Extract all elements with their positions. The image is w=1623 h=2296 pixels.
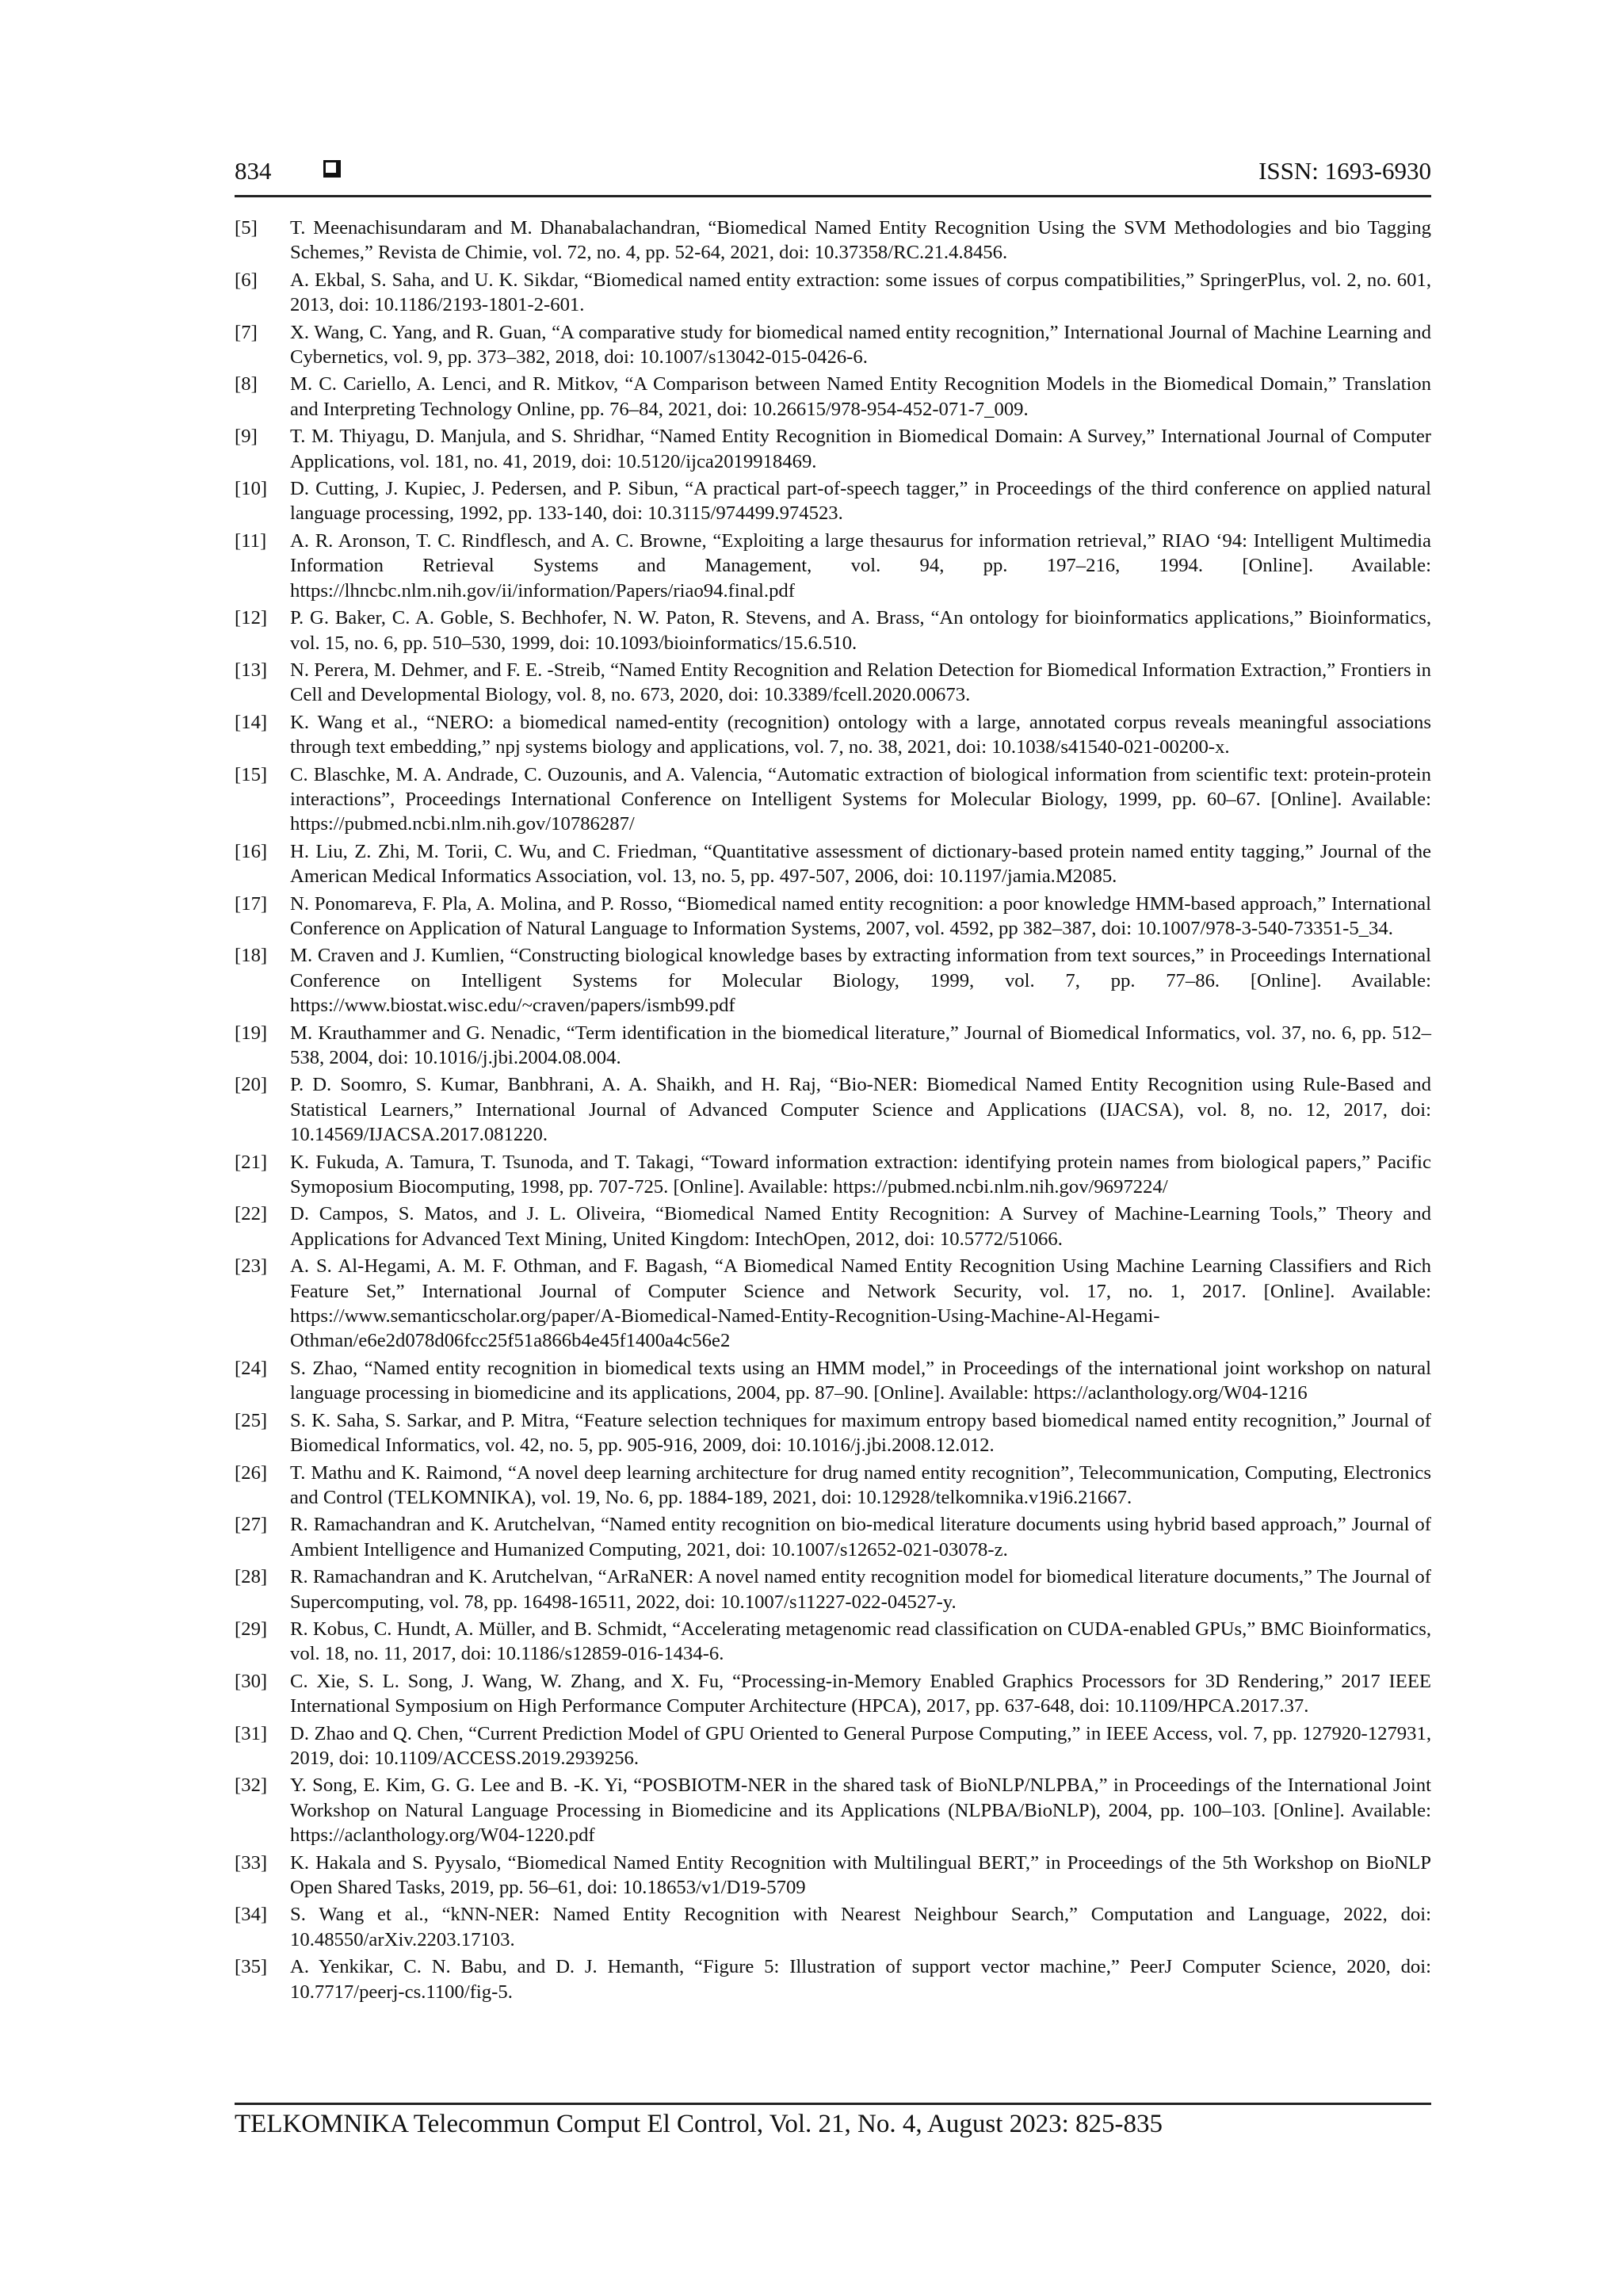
reference-text: D. Cutting, J. Kupiec, J. Pedersen, and P. Sibun, “A practical part-of-speech tagger,” in Proceedings of the third conference on applied natural language processing, 1992, pp. 133-140, doi: 10.3115/974499.974523. (290, 478, 1431, 525)
reference-number: [32] (235, 1775, 268, 1797)
reference-text: N. Perera, M. Dehmer, and F. E. -Streib, “Named Entity Recognition and Relation Detection for Biomedical Information Extraction,” Frontiers in Cell and Developmental Biology, vol. 8, no. 673, 2020, doi: 10.3389/fcell.2020.00673. (290, 659, 1431, 706)
reference-number: [5] (235, 217, 258, 239)
reference-text: S. Zhao, “Named entity recognition in biomedical texts using an HMM model,” in Proceedings of the international joint workshop on natural language processing in biomedicine and its applications, 2004, pp. 87–90. [Online]. Available: https://aclanthology.org/W04-1216 (290, 1357, 1431, 1404)
reference-number: [30] (235, 1670, 268, 1692)
reference-number: [31] (235, 1722, 268, 1744)
reference-item (235, 320, 1431, 370)
reference-item (235, 1150, 1431, 1200)
reference-item (235, 892, 1431, 942)
reference-number: [27] (235, 1514, 268, 1536)
reference-text: K. Fukuda, A. Tamura, T. Tsunoda, and T. Takagi, “Toward information extraction: identifying protein names from biological papers,” Pacific Symoposium Biocomputing, 1998, pp. 707-725. [Online]. Available: https://pubmed.ncbi.nlm.nih.gov/9697224/ (290, 1151, 1431, 1198)
reference-number: [34] (235, 1904, 268, 1926)
reference-item (235, 268, 1431, 318)
reference-number: [13] (235, 659, 268, 681)
reference-text: X. Wang, C. Yang, and R. Guan, “A comparative study for biomedical named entity recognition,” International Journal of Machine Learning and Cybernetics, vol. 9, pp. 373–382, 2018, doi: 10.1007/s13042-015-0426-6. (290, 321, 1431, 369)
reference-item (235, 1356, 1431, 1406)
issn-label: ISSN: 1693-6930 (1258, 157, 1431, 185)
reference-text: M. Krauthammer and G. Nenadic, “Term identification in the biomedical literature,” Journal of Biomedical Informatics, vol. 37, no. 6, pp. 512–538, 2004, doi: 10.1016/j.jbi.2004.08.004. (290, 1022, 1431, 1068)
reference-item (235, 1902, 1431, 1952)
reference-number: [29] (235, 1618, 268, 1640)
reference-item (235, 1461, 1431, 1511)
reference-item (235, 1408, 1431, 1458)
reference-number: [22] (235, 1203, 268, 1225)
page-footer: TELKOMNIKA Telecommun Comput El Control, Vol. 21, No. 4, August 2023: 825-835 (235, 2110, 1163, 2138)
reference-text: A. Yenkikar, C. N. Babu, and D. J. Hemanth, “Figure 5: Illustration of support vector machine,” PeerJ Computer Science, 2020, doi: 10.7717/peerj-cs.1100/fig-5. (290, 1956, 1431, 2003)
reference-item (235, 1254, 1431, 1354)
reference-number: [7] (235, 321, 258, 343)
reference-item (235, 1512, 1431, 1562)
reference-number: [6] (235, 269, 258, 291)
reference-item (235, 529, 1431, 603)
reference-text: H. Liu, Z. Zhi, M. Torii, C. Wu, and C. Friedman, “Quantitative assessment of dictionary-based protein named entity tagging,” Journal of the American Medical Informatics Association, vol. 13, no. 5, pp. 497-507, 2006, doi: 10.1197/jamia.M2085. (290, 840, 1431, 888)
reference-text: Y. Song, E. Kim, G. G. Lee and B. -K. Yi, “POSBIOTM-NER in the shared task of BioNLP/NLPBA,” in Proceedings of the International Joint Workshop on Natural Language Processing in Biomedicine and its Applications (NLPBA/BioNLP), 2004, pp. 100–103. [Online]. Available: https://aclanthology.org/W04-1220.pdf (290, 1775, 1431, 1847)
reference-text: D. Zhao and Q. Chen, “Current Prediction Model of GPU Oriented to General Purpose Computing,” in IEEE Access, vol. 7, pp. 127920-127931, 2019, doi: 10.1109/ACCESS.2019.2939256. (290, 1722, 1431, 1769)
reference-text: K. Wang et al., “NERO: a biomedical named-entity (recognition) ontology with a large, annotated corpus reveals meaningful associations through text embedding,” npj systems biology and applications, vol. 7, no. 38, 2021, doi: 10.1038/s41540-021-00200-x. (290, 711, 1431, 758)
reference-text: A. Ekbal, S. Saha, and U. K. Sikdar, “Biomedical named entity extraction: some issues of corpus compatibilities,” SpringerPlus, vol. 2, no. 601, 2013, doi: 10.1186/2193-1801-2-601. (290, 269, 1431, 316)
reference-number: [20] (235, 1074, 268, 1096)
reference-text: T. Mathu and K. Raimond, “A novel deep learning architecture for drug named entity recognition”, Telecommunication, Computing, Electronics and Control (TELKOMNIKA), vol. 19, No. 6, pp. 1884-189, 2021, doi: 10.12928/telkomnika.v19i6.21667. (290, 1461, 1431, 1508)
reference-item (235, 1669, 1431, 1719)
reference-item (235, 372, 1431, 422)
page-header (235, 151, 1431, 197)
reference-item (235, 1072, 1431, 1147)
reference-text: M. C. Cariello, A. Lenci, and R. Mitkov, “A Comparison between Named Entity Recognition Models in the Biomedical Domain,” Translation and Interpreting Technology Online, pp. 76–84, 2021, doi: 10.26615/978-954-452-071-7_009. (290, 373, 1431, 420)
reference-number: [28] (235, 1566, 268, 1588)
reference-number: [10] (235, 478, 268, 500)
reference-text: S. Wang et al., “kNN-NER: Named Entity Recognition with Nearest Neighbour Search,” Computation and Language, 2022, doi: 10.48550/arXiv.2203.17103. (290, 1904, 1431, 1950)
reference-text: R. Kobus, C. Hundt, A. Müller, and B. Schmidt, “Accelerating metagenomic read classification on CUDA-enabled GPUs,” BMC Bioinformatics, vol. 18, no. 11, 2017, doi: 10.1186/s12859-016-1434-6. (290, 1618, 1431, 1665)
reference-text: R. Ramachandran and K. Arutchelvan, “Named entity recognition on bio-medical literature documents using hybrid based approach,” Journal of Ambient Intelligence and Humanized Computing, 2021, doi: 10.1007/s12652-021-03078-z. (290, 1514, 1431, 1561)
reference-number: [19] (235, 1022, 268, 1044)
footer-divider (235, 2103, 1431, 2105)
reference-text: N. Ponomareva, F. Pla, A. Molina, and P. Rosso, “Biomedical named entity recognition: a poor knowledge HMM-based approach,” International Conference on Application of Natural Language to Information Systems, 2007, vol. 4592, pp 382–387, doi: 10.1007/978-3-540-73351-5_34. (290, 892, 1431, 939)
reference-number: [15] (235, 763, 268, 785)
reference-number: [25] (235, 1409, 268, 1431)
reference-number: [8] (235, 373, 258, 395)
reference-text: A. S. Al-Hegami, A. M. F. Othman, and F. Bagash, “A Biomedical Named Entity Recognition Using Machine Learning Classifiers and Rich Feature Set,” International Journal of Computer Science and Network Security, vol. 17, no. 1, 2017. [Online]. Available: https://www.semanticscholar.org/paper/A-Biomedical-Named-Entity-Recognition-Using-Machine-Al-Hegami-Othman/e6e2d078d06fcc25f51a866b4e45f1400a4c56e2 (290, 1255, 1431, 1352)
reference-item (235, 1564, 1431, 1614)
reference-item (235, 1021, 1431, 1071)
reference-item (235, 1954, 1431, 2004)
reference-number: [23] (235, 1255, 268, 1278)
reference-item (235, 943, 1431, 1018)
page-number: 834 (235, 157, 272, 185)
reference-number: [26] (235, 1461, 268, 1484)
reference-item (235, 1201, 1431, 1251)
reference-text: P. G. Baker, C. A. Goble, S. Bechhofer, N. W. Paton, R. Stevens, and A. Brass, “An ontology for bioinformatics applications,” Bioinformatics, vol. 15, no. 6, pp. 510–530, 1999, doi: 10.1093/bioinformatics/15.6.510. (290, 607, 1431, 654)
reference-text: C. Blaschke, M. A. Andrade, C. Ouzounis, and A. Valencia, “Automatic extraction of biological information from scientific text: protein-protein interactions”, Proceedings International Conference on Intelligent Systems for Molecular Biology, 1999, pp. 60–67. [Online]. Available: https://pubmed.ncbi.nlm.nih.gov/10786287/ (290, 763, 1431, 835)
reference-item (235, 476, 1431, 526)
reference-item (235, 839, 1431, 889)
reference-item (235, 1721, 1431, 1771)
reference-number: [33] (235, 1851, 268, 1874)
reference-number: [35] (235, 1956, 268, 1978)
reference-number: [21] (235, 1151, 268, 1173)
reference-number: [9] (235, 426, 258, 448)
references-list (235, 216, 1431, 2007)
reference-number: [11] (235, 529, 267, 552)
reference-item (235, 216, 1431, 266)
reference-text: D. Campos, S. Matos, and J. L. Oliveira, “Biomedical Named Entity Recognition: A Survey of Machine-Learning Tools,” Theory and Applications for Advanced Text Mining, United Kingdom: IntechOpen, 2012, doi: 10.5772/51066. (290, 1203, 1431, 1250)
reference-text: R. Ramachandran and K. Arutchelvan, “ArRaNER: A novel named entity recognition model for biomedical literature documents,” The Journal of Supercomputing, vol. 78, pp. 16498-16511, 2022, doi: 10.1007/s11227-022-04527-y. (290, 1566, 1431, 1613)
reference-number: [14] (235, 711, 268, 733)
reference-item (235, 658, 1431, 708)
reference-number: [12] (235, 607, 268, 629)
reference-number: [24] (235, 1357, 268, 1379)
reference-text: C. Xie, S. L. Song, J. Wang, W. Zhang, and X. Fu, “Processing-in-Memory Enabled Graphics Processors for 3D Rendering,” 2017 IEEE International Symposium on High Performance Computer Architecture (HPCA), 2017, pp. 637-648, doi: 10.1109/HPCA.2017.37. (290, 1670, 1431, 1717)
reference-text: M. Craven and J. Kumlien, “Constructing biological knowledge bases by extracting information from text sources,” in Proceedings International Conference on Intelligent Systems for Molecular Biology, 1999, vol. 7, pp. 77–86. [Online]. Available: https://www.biostat.wisc.edu/~craven/papers/ismb99.pdf (290, 945, 1431, 1017)
reference-number: [16] (235, 840, 268, 862)
reference-number: [18] (235, 945, 268, 967)
reference-text: K. Hakala and S. Pyysalo, “Biomedical Named Entity Recognition with Multilingual BERT,” in Proceedings of the 5th Workshop on BioNLP Open Shared Tasks, 2019, pp. 56–61, doi: 10.18653/v1/D19-5709 (290, 1851, 1431, 1898)
reference-text: T. Meenachisundaram and M. Dhanabalachandran, “Biomedical Named Entity Recognition Using the SVM Methodologies and bio Tagging Schemes,” Revista de Chimie, vol. 72, no. 4, pp. 52-64, 2021, doi: 10.37358/RC.21.4.8456. (290, 217, 1431, 264)
reference-item (235, 606, 1431, 655)
reference-text: A. R. Aronson, T. C. Rindflesch, and A. C. Browne, “Exploiting a large thesaurus for information retrieval,” RIAO ‘94: Intelligent Multimedia Information Retrieval Systems and Management, vol. 94, pp. 197–216, 1994. [Online]. Available: https://lhncbc.nlm.nih.gov/ii/information/Papers/riao94.final.pdf (290, 529, 1431, 602)
checkbox-square-icon (323, 160, 341, 178)
reference-item (235, 710, 1431, 760)
reference-item (235, 1773, 1431, 1847)
reference-item (235, 1851, 1431, 1901)
reference-item (235, 424, 1431, 474)
reference-text: S. K. Saha, S. Sarkar, and P. Mitra, “Feature selection techniques for maximum entropy based biomedical named entity recognition,” Journal of Biomedical Informatics, vol. 42, no. 5, pp. 905-916, 2009, doi: 10.1016/j.jbi.2008.12.012. (290, 1409, 1431, 1457)
reference-item (235, 1617, 1431, 1667)
reference-number: [17] (235, 892, 268, 915)
reference-text: T. M. Thiyagu, D. Manjula, and S. Shridhar, “Named Entity Recognition in Biomedical Domain: A Survey,” International Journal of Computer Applications, vol. 181, no. 41, 2019, doi: 10.5120/ijca2019918469. (290, 426, 1431, 472)
reference-item (235, 762, 1431, 837)
reference-text: P. D. Soomro, S. Kumar, Banbhrani, A. A. Shaikh, and H. Raj, “Bio-NER: Biomedical Named Entity Recognition using Rule-Based and Statistical Learners,” International Journal of Advanced Computer Science and Applications (IJACSA), vol. 8, no. 12, 2017, doi: 10.14569/IJACSA.2017.081220. (290, 1074, 1431, 1146)
